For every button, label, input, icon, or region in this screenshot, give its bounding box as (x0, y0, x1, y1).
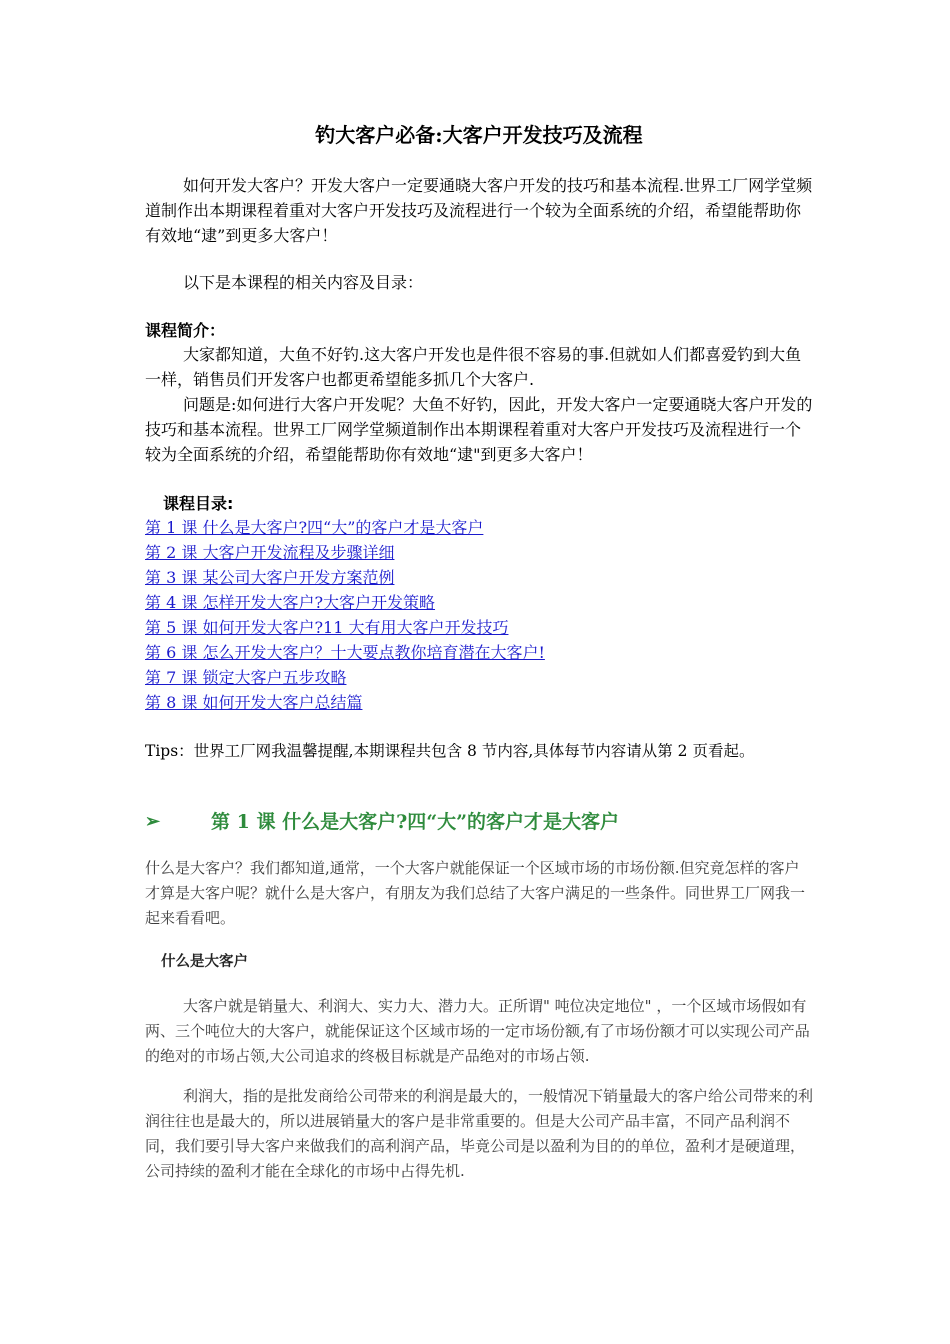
toc-link-lesson-1[interactable]: 第 1 课 什么是大客户?四“大”的客户才是大客户 (145, 518, 484, 537)
what-is-big-customer-subheading: 什么是大客户 (161, 953, 248, 970)
toc-item (145, 515, 813, 540)
toc-link-lesson-4[interactable]: 第 4 课 怎样开发大客户?大客户开发策略 (145, 593, 436, 612)
toc-link-lesson-7[interactable]: 第 7 课 锁定大客户五步攻略 (145, 668, 347, 687)
toc-link-lesson-3[interactable]: 第 3 课 某公司大客户开发方案范例 (145, 568, 395, 587)
course-intro-heading: 课程简介： (145, 321, 226, 340)
toc-heading: 课程目录: (163, 494, 234, 513)
toc-item (145, 640, 813, 665)
lesson-1-heading (145, 806, 813, 838)
toc-item (145, 590, 813, 615)
intro-paragraph: 如何开发大客户？开发大客户一定要通晓大客户开发的技巧和基本流程.世界工厂网学堂频道制作出本期课程着重对大客户开发技巧及流程进行一个较为全面系统的介绍，希望能帮助你有效地“逮”到更多大客户！ (145, 176, 813, 245)
lesson-1-heading-text: 第 1 课 什么是大客户?四“大”的客户才是大客户 (211, 811, 620, 833)
toc-list (145, 515, 813, 715)
page-title: 钓大客户必备:大客户开发技巧及流程 (315, 123, 643, 147)
profit-paragraph: 利润大，指的是批发商给公司带来的利润是最大的，一般情况下销量最大的客户给公司带来的利润往往也是最大的，所以进展销量大的客户是非常重要的。但是大公司产品丰富，不同产品利润不同，我们要引导大客户来做我们的高利润产品，毕竟公司是以盈利为目的的单位，盈利才是硬道理，公司持续的盈利才能在全球化的市场中占得先机. (145, 1087, 814, 1180)
course-intro-paragraph-2: 问题是:如何进行大客户开发呢？大鱼不好钓，因此，开发大客户一定要通晓大客户开发的技巧和基本流程。世界工厂网学堂频道制作出本期课程着重对大客户开发技巧及流程进行一个较为全面系统的介绍，希望能帮助你有效地“逮"到更多大客户！ (145, 395, 813, 464)
toc-item (145, 690, 813, 715)
toc-intro-paragraph: 以下是本课程的相关内容及目录： (183, 273, 424, 292)
what-is-big-customer-paragraph: 什么是大客户？我们都知道,通常，一个大客户就能保证一个区域市场的市场份额.但究竟怎样的客户才算是大客户呢？就什么是大客户，有朋友为我们总结了大客户满足的一些条件。同世界工厂网我一起来看看吧。 (145, 859, 806, 927)
toc-link-lesson-2[interactable]: 第 2 课 大客户开发流程及步骤详细 (145, 543, 395, 562)
toc-link-lesson-5[interactable]: 第 5 课 如何开发大客户?11 大有用大客户开发技巧 (145, 618, 509, 637)
toc-link-lesson-8[interactable]: 第 8 课 如何开发大客户总结篇 (145, 693, 363, 712)
course-intro-paragraph-1: 大家都知道，大鱼不好钓.这大客户开发也是件很不容易的事.但就如人们都喜爱钓到大鱼一样，销售员们开发客户也都更希望能多抓几个大客户. (145, 345, 802, 389)
big-customer-definition-paragraph: 大客户就是销量大、利润大、实力大、潜力大。正所谓" 吨位决定地位" ，一个区域市场假如有两、三个吨位大的大客户，就能保证这个区域市场的一定市场份额,有了市场份额才可以实现公司产品的绝对的市场占领,大公司追求的终极目标就是产品绝对的市场占领. (145, 997, 810, 1065)
toc-item (145, 565, 813, 590)
toc-item (145, 665, 813, 690)
arrow-bullet-icon: ➢ (145, 811, 161, 832)
toc-item (145, 540, 813, 565)
toc-item (145, 615, 813, 640)
toc-link-lesson-6[interactable]: 第 6 课 怎么开发大客户？十大要点教你培育潜在大客户! (145, 643, 545, 662)
tips-paragraph: Tips：世界工厂网我温馨提醒,本期课程共包含 8 节内容,具体每节内容请从第 2 页看起。 (145, 742, 755, 760)
